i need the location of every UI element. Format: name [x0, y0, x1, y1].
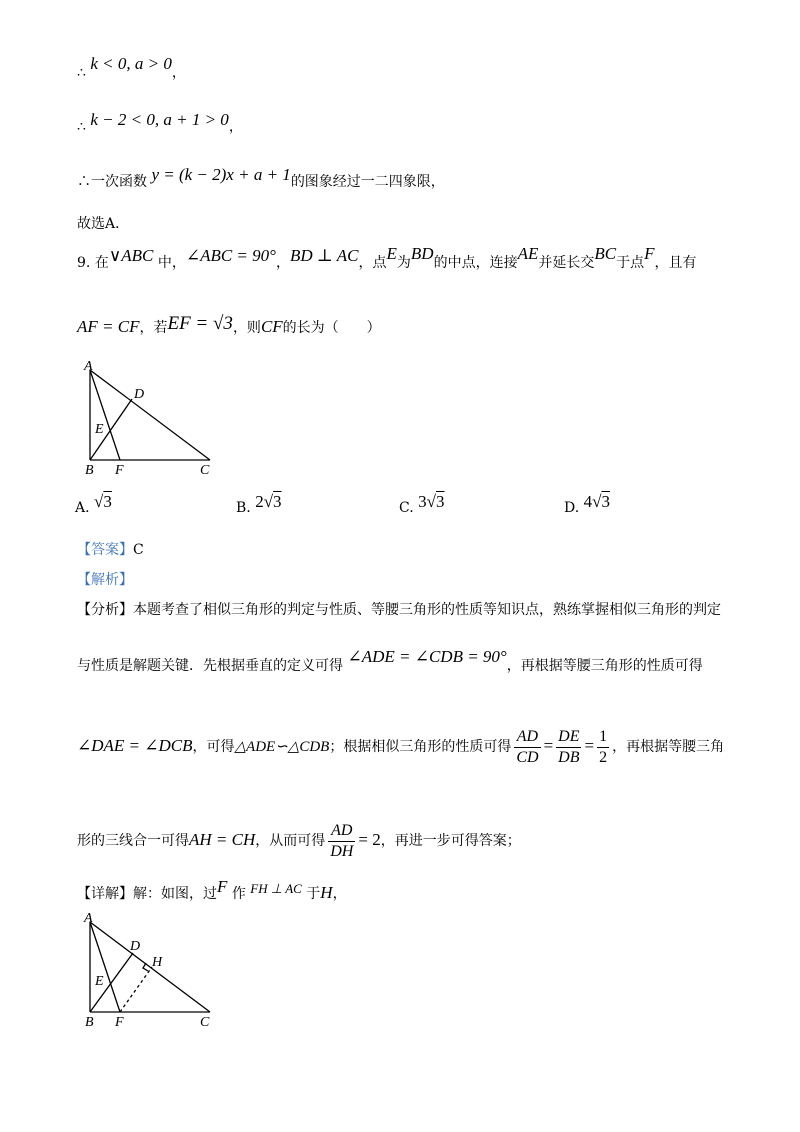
bracket-close: 】: [119, 572, 133, 588]
label-text: 答案: [91, 542, 119, 558]
analysis-line-3: [77, 716, 724, 777]
point-label-c: C: [200, 463, 210, 478]
point-label-d: D: [134, 387, 145, 402]
point-label-f: F: [115, 1015, 124, 1030]
equals-two: = 2: [358, 830, 381, 849]
option-a[interactable]: [75, 492, 112, 517]
text: ，再根据等腰三角: [612, 739, 725, 755]
segment-af: [90, 370, 120, 460]
text: 并延长交: [538, 255, 595, 271]
similar-triangles: △ADE∽△CDB: [234, 739, 330, 755]
math: EF = √3: [167, 313, 233, 334]
math-expression: k < 0, a > 0: [90, 54, 172, 73]
fraction-one-half: [597, 727, 609, 768]
label-text: 解析: [91, 572, 119, 588]
analysis-line-4: [77, 810, 521, 871]
math: ∠ABC = 90°: [185, 246, 276, 265]
function-expression: y = (k − 2)x + a + 1: [151, 165, 291, 184]
therefore-symbol: ∴: [77, 119, 86, 135]
segment-af: [90, 922, 120, 1012]
text: 作: [231, 886, 246, 902]
math-expression: k − 2 < 0, a + 1 > 0: [90, 110, 229, 129]
denominator: DB: [558, 748, 580, 766]
text: ，: [332, 886, 347, 902]
analysis-line-1: [77, 600, 721, 620]
point-label-a: A: [84, 359, 93, 374]
triangle-figure-2: [80, 910, 220, 1030]
therefore-symbol: ∴: [77, 65, 86, 81]
answer-value: C: [133, 542, 144, 558]
math: ∠DAE = ∠DCB: [77, 736, 193, 755]
math: FH ⊥ AC: [250, 881, 302, 896]
equals: =: [584, 736, 595, 755]
punctuation: ，: [228, 119, 243, 135]
text: ，且有: [654, 255, 697, 271]
text: ，点: [358, 255, 387, 271]
bracket-open: 【: [77, 886, 91, 902]
denominator: 2: [599, 748, 608, 766]
text: 中，: [157, 255, 186, 271]
triangle-abc: ∨ABC: [108, 246, 154, 265]
point-label-e: E: [95, 422, 104, 437]
radicand: 3: [273, 492, 282, 511]
text: 解：如图，过: [133, 886, 217, 902]
text: ，可得: [192, 739, 235, 755]
option-letter: A.: [75, 500, 90, 516]
bracket-open: 【: [77, 602, 91, 618]
option-letter: D.: [564, 500, 580, 516]
solution-line-2: [77, 110, 243, 137]
question-number: 9.: [77, 255, 91, 271]
math: F: [217, 877, 228, 896]
bracket-close: 】: [119, 602, 133, 618]
option-value: 4√3: [583, 492, 610, 511]
point-label-f: F: [115, 463, 124, 478]
point-label-e: E: [95, 974, 104, 989]
radicand: 3: [435, 492, 445, 511]
math: BC: [594, 244, 617, 263]
analysis-label: 分析: [91, 602, 119, 618]
numerator: 1: [597, 727, 609, 748]
coefficient: 2: [255, 492, 264, 511]
analysis-label: [77, 572, 133, 588]
text: ，再进一步可得答案；: [380, 833, 521, 849]
choice-conclusion: 故选A．: [77, 216, 130, 232]
numerator: AD: [514, 727, 540, 748]
point-label-b: B: [85, 463, 94, 478]
triangle-figure-1: [80, 358, 220, 478]
bracket-close: 】: [119, 886, 133, 902]
fraction-ad-cd: [514, 727, 540, 768]
option-letter: C.: [399, 500, 414, 516]
denominator: DH: [330, 842, 354, 860]
fraction-de-db: [556, 727, 581, 768]
numerator: DE: [556, 727, 581, 748]
text: ，: [275, 255, 290, 271]
numerator: AD: [328, 821, 355, 842]
point-label-c: C: [200, 1015, 210, 1030]
text: 本题考查了相似三角形的判定与性质、等腰三角形的性质等知识点，熟练掌握相似三角形的判定: [133, 602, 721, 618]
solution-line-4: [77, 214, 129, 234]
option-d[interactable]: [564, 492, 610, 517]
solution-line-3: [77, 165, 445, 192]
text: 的长为（ ）: [282, 320, 381, 336]
therefore-symbol: ∴: [77, 174, 91, 190]
text: ，则: [232, 320, 261, 336]
text: ，从而可得: [255, 833, 326, 849]
answer-line: [77, 540, 144, 560]
analysis-header: [77, 570, 133, 590]
bracket-close: 】: [119, 542, 133, 558]
equals: =: [543, 736, 554, 755]
math: AF = CF: [77, 317, 140, 336]
math: H: [320, 883, 333, 902]
analysis-line-2: [77, 647, 703, 676]
fraction-ad-dh: [328, 821, 355, 862]
option-letter: B.: [236, 500, 251, 516]
detail-line: [77, 877, 347, 904]
text: 在: [94, 255, 109, 271]
point-label-d: D: [130, 939, 141, 954]
text: 形的三线合一可得: [77, 833, 189, 849]
option-b[interactable]: [236, 492, 282, 517]
bracket-open: 【: [77, 572, 91, 588]
point-label-a: A: [84, 911, 93, 926]
math: ∠ADE = ∠CDB = 90°: [347, 647, 507, 666]
text: 的图象经过一二四象限，: [290, 174, 445, 190]
denominator: CD: [516, 748, 539, 766]
text: ，若: [139, 320, 168, 336]
question-9-line-2: [77, 313, 381, 338]
question-9-line-1: [77, 244, 697, 273]
math: AE: [517, 244, 539, 263]
detail-label: 详解: [91, 886, 119, 902]
option-value: 3√3: [418, 492, 445, 511]
text: 一次函数: [91, 174, 147, 190]
bracket-open: 【: [77, 542, 91, 558]
math: BD: [410, 244, 434, 263]
text: 的中点，连接: [433, 255, 518, 271]
text: ；根据相似三角形的性质可得: [329, 739, 512, 755]
segment-fh-dashed: [120, 967, 152, 1012]
option-value: 2√3: [255, 492, 282, 511]
coefficient: 4: [583, 492, 593, 511]
segment-ac: [90, 922, 210, 1012]
coefficient: 3: [418, 492, 427, 511]
answer-label: [77, 542, 133, 558]
math: AH = CH: [189, 830, 256, 849]
option-value: √3: [94, 492, 112, 511]
option-c[interactable]: [399, 492, 445, 517]
math: CF: [260, 317, 283, 336]
solution-line-1: [77, 54, 186, 83]
point-label-h: H: [152, 955, 163, 970]
point-label-b: B: [85, 1015, 94, 1030]
text: 于点: [616, 255, 645, 271]
math: BD ⊥ AC: [289, 246, 359, 265]
punctuation: ，: [171, 65, 186, 81]
math: F: [644, 244, 655, 263]
math: E: [386, 244, 397, 263]
segment-ac: [90, 370, 210, 460]
text: ，再根据等腰三角形的性质可得: [506, 658, 703, 674]
text: 与性质是解题关键．先根据垂直的定义可得: [77, 658, 343, 674]
radicand: 3: [601, 492, 610, 511]
text: 为: [396, 255, 411, 271]
text: 于: [306, 886, 321, 902]
radicand: 3: [103, 492, 112, 511]
